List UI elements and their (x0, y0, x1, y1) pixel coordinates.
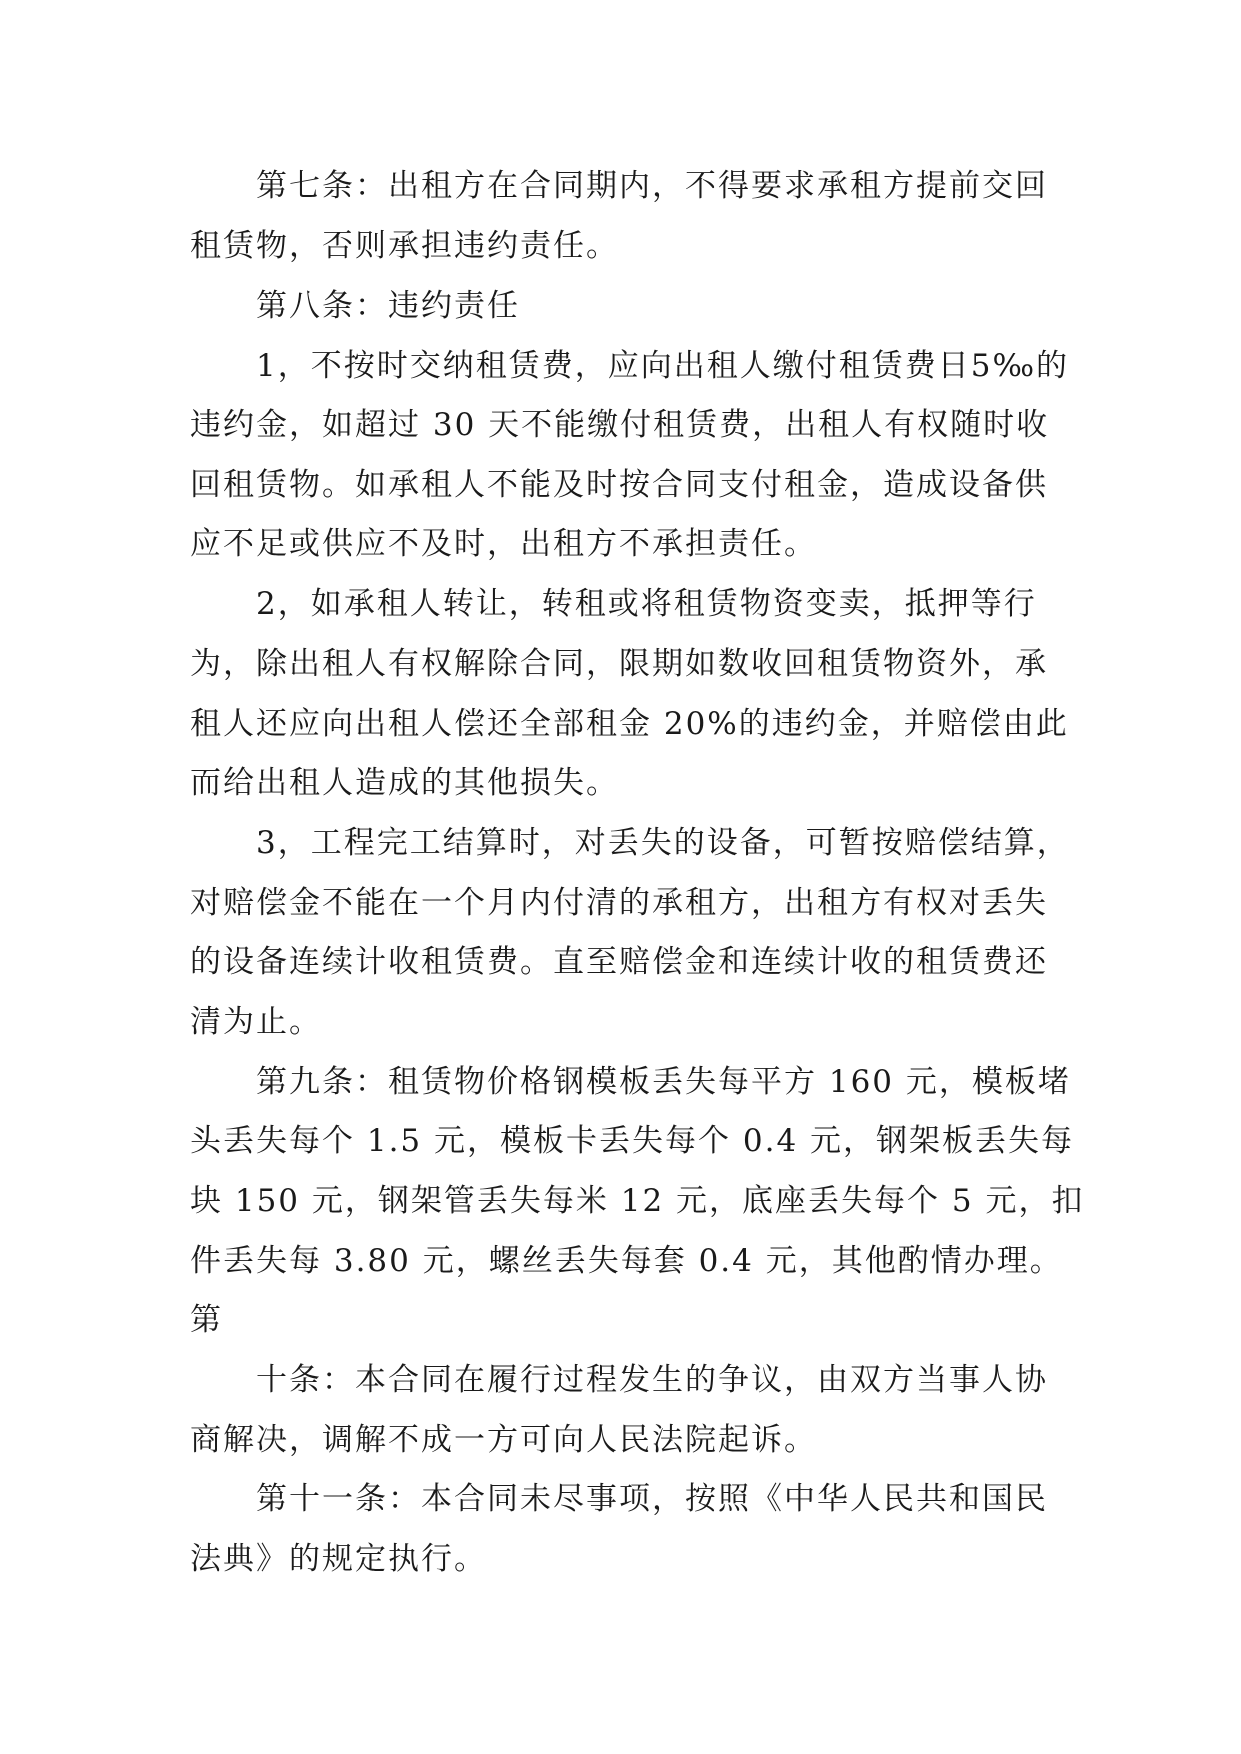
text-line: 法典》的规定执行。 (190, 1541, 487, 1577)
text-line: 租赁物，否则承担违约责任。 (190, 228, 619, 264)
text-line: 第 (190, 1302, 223, 1338)
text-line: 1，不按时交纳租赁费，应向出租人缴付租赁费日5‰的 (256, 348, 1070, 384)
text-line: 2，如承租人转让，转租或将租赁物资变卖，抵押等行 (256, 586, 1037, 622)
text-line: 第七条：出租方在合同期内，不得要求承租方提前交回 (256, 168, 1048, 204)
text-line: 十条：本合同在履行过程发生的争议，由双方当事人协 (256, 1362, 1048, 1398)
text-line: 而给出租人造成的其他损失。 (190, 765, 619, 801)
text-line: 违约金，如超过 30 天不能缴付租赁费，出租人有权随时收 (190, 407, 1050, 443)
text-line: 块 150 元，钢架管丢失每米 12 元，底座丢失每个 5 元，扣 (190, 1183, 1085, 1219)
text-line: 件丢失每 3.80 元，螺丝丢失每套 0.4 元，其他酌情办理。 (190, 1243, 1063, 1279)
text-line: 的设备连续计收租赁费。直至赔偿金和连续计收的租赁费还 (190, 944, 1048, 980)
text-line: 为，除出租人有权解除合同，限期如数收回租赁物资外，承 (190, 646, 1048, 682)
text-line: 应不足或供应不及时，出租方不承担责任。 (190, 526, 817, 562)
text-line: 回租赁物。如承租人不能及时按合同支付租金，造成设备供 (190, 467, 1048, 503)
text-line: 第九条：租赁物价格钢模板丢失每平方 160 元，模板堵 (256, 1064, 1071, 1100)
text-line: 租人还应向出租人偿还全部租金 20%的违约金，并赔偿由此 (190, 706, 1069, 742)
text-line: 清为止。 (190, 1004, 322, 1040)
text-line: 第十一条：本合同未尽事项，按照《中华人民共和国民 (256, 1481, 1048, 1517)
text-line: 3，工程完工结算时，对丢失的设备，可暂按赔偿结算， (256, 825, 1070, 861)
text-line: 第八条：违约责任 (256, 288, 520, 324)
text-line: 商解决，调解不成一方可向人民法院起诉。 (190, 1422, 817, 1458)
text-line: 头丢失每个 1.5 元，模板卡丢失每个 0.4 元，钢架板丢失每 (190, 1123, 1075, 1159)
text-line: 对赔偿金不能在一个月内付清的承租方，出租方有权对丢失 (190, 885, 1048, 921)
